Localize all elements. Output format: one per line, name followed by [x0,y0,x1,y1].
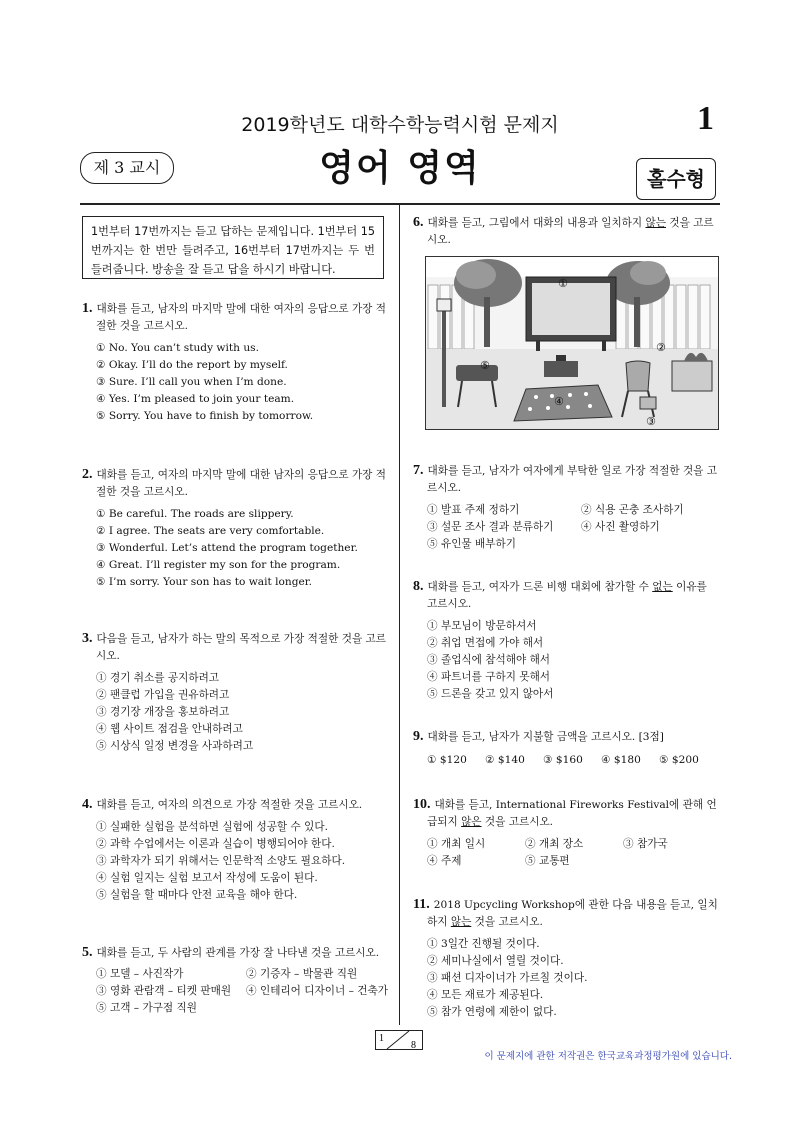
question-5 [82,944,392,1017]
question-stem: 대화를 듣고, 두 사람의 관계를 가장 잘 나타낸 것을 고르시오. [96,947,380,959]
total-pages: 8 [411,1040,416,1050]
question-stem: 대화를 듣고, International Fireworks Festival에 관해 언급되지 [427,799,717,828]
underlined-word: 않는 [645,217,666,229]
question-1 [82,300,387,425]
choice-4[interactable]: ④ 인테리어 디자이너 – 건축가 [246,985,388,997]
question-stem: 대화를 듣고, 그림에서 대화의 내용과 일치하지 [427,217,646,229]
choice-2[interactable]: ② 팬클럽 가입을 권유하려고 [96,689,230,701]
choice-5[interactable]: ⑤ 교통편 [525,855,570,867]
choice-1[interactable]: ① 부모님이 방문하셔서 [427,620,537,632]
choice-1[interactable]: ① 경기 취소를 공지하려고 [96,672,220,684]
choice-5[interactable]: ⑤ $200 [659,754,699,766]
question-stem: 대화를 듣고, 여자의 마지막 말에 대한 남자의 응답으로 가장 적절한 것을 고르시오. [96,469,387,498]
question-stem-end: 것을 고르시오. [471,916,543,928]
choice-3[interactable]: ③ 졸업식에 참석해야 해서 [427,654,551,666]
period-badge: 제 3 교시 [80,152,174,184]
question-stem: 다음을 듣고, 남자가 하는 말의 목적으로 가장 적절한 것을 고르시오. [96,633,387,662]
choice-4[interactable]: ④ 파트너를 구하지 못해서 [427,671,551,683]
header-divider [80,203,720,205]
marker-4: ④ [554,395,564,408]
question-stem-end: 것을 고르시오. [481,816,554,828]
choice-5[interactable]: ⑤ 실험을 할 때마다 안전 교육을 해야 한다. [96,889,298,901]
choice-1[interactable]: ① 모델 – 사진작가 [96,968,184,980]
choice-3[interactable]: ③ 패션 디자이너가 가르칠 것이다. [427,972,588,984]
subject-title: 영어 영역 [319,148,481,189]
exam-type-badge: 홀수형 [636,158,716,200]
underlined-word: 없는 [652,581,673,593]
choice-2[interactable]: ② 취업 면접에 가야 해서 [427,637,544,649]
choice-2[interactable]: ② 과학 수업에서는 이론과 실습이 병행되어야 한다. [96,838,335,850]
choice-2[interactable]: ② I agree. The seats are very comfortable. [96,525,325,537]
choice-2[interactable]: ② Okay. I’ll do the report by myself. [96,359,288,371]
question-11 [413,896,718,1021]
question-2 [82,466,387,591]
question-7 [413,462,718,553]
question-number: 10. [413,797,431,812]
outdoor-movie-illustration [425,256,719,430]
question-stem-end: 것을 고르시오. [427,217,714,246]
marker-2: ② [656,341,666,354]
choice-5[interactable]: ⑤ 드론을 갖고 있지 않아서 [427,688,554,700]
choice-3[interactable]: ③ Sure. I’ll call you when I’m done. [96,376,287,388]
page-fraction-box [375,1030,423,1050]
page-fraction [375,1030,423,1050]
listening-notice: 1번부터 17번까지는 듣고 답하는 문제입니다. 1번부터 15번까지는 한 번만 들려주고, 16번부터 17번까지는 두 번 들려줍니다. 방송을 잘 듣고 답을 하시기 바랍니다. [82,216,384,279]
choice-3[interactable]: ③ $160 [543,754,583,766]
question-number: 1. [82,301,93,316]
choice-3[interactable]: ③ 과학자가 되기 위해서는 인문학적 소양도 필요하다. [96,855,346,867]
choice-3[interactable]: ③ Wonderful. Let’s attend the program together. [96,542,358,554]
choice-4[interactable]: ④ 사진 촬영하기 [581,521,660,533]
question-number: 4. [82,797,93,812]
underlined-word: 않은 [461,816,482,828]
choice-5[interactable]: ⑤ 유인물 배부하기 [427,538,516,550]
choice-1[interactable]: ① 발표 주제 정하기 [427,504,520,516]
choice-4[interactable]: ④ Yes. I’m pleased to join your team. [96,393,295,405]
question-number: 2. [82,467,93,482]
choice-2[interactable]: ② 기증자 – 박물관 직원 [246,968,358,980]
choice-4[interactable]: ④ 모든 재료가 제공된다. [427,989,544,1001]
question-stem: 대화를 듣고, 여자의 의견으로 가장 적절한 것을 고르시오. [96,799,363,811]
choice-4[interactable]: ④ $180 [601,754,641,766]
choice-4[interactable]: ④ 실험 일지는 실험 보고서 작성에 도움이 된다. [96,872,318,884]
question-3 [82,630,387,755]
marker-5: ⑤ [480,359,490,372]
choice-4[interactable]: ④ 주제 [427,855,462,867]
question-stem-end: 이유를 고르시오. [427,581,707,610]
column-divider [399,205,400,1025]
choice-1[interactable]: ① 개최 일시 [427,838,486,850]
choice-5[interactable]: ⑤ I’m sorry. Your son has to wait longer. [96,576,313,588]
current-page: 1 [379,1033,384,1044]
question-stem: 대화를 듣고, 남자가 지불할 금액을 고르시오. [3점] [427,731,664,743]
question-stem: 대화를 듣고, 남자의 마지막 말에 대한 여자의 응답으로 가장 적절한 것을 고르시오. [96,303,387,332]
question-number: 9. [413,729,424,744]
scene-drawing [426,257,718,429]
exam-title: 2019학년도 대학수학능력시험 문제지 [241,114,559,136]
question-10 [413,796,718,870]
choice-1[interactable]: ① $120 [427,754,467,766]
question-6 [413,214,718,249]
choice-3[interactable]: ③ 설문 조사 결과 분류하기 [427,521,554,533]
page-number: 1 [697,100,714,137]
underlined-word: 않는 [450,916,472,928]
choice-2[interactable]: ② $140 [485,754,525,766]
choice-5[interactable]: ⑤ 시상식 일정 변경을 사과하려고 [96,740,254,752]
choice-3[interactable]: ③ 영화 관람객 – 티켓 판매원 [96,985,232,997]
question-number: 6. [413,215,424,230]
question-number: 8. [413,579,424,594]
marker-1: ① [558,277,568,290]
question-number: 3. [82,631,93,646]
choice-4[interactable]: ④ Great. I’ll register my son for the program. [96,559,341,571]
choice-1[interactable]: ① Be careful. The roads are slippery. [96,508,294,520]
question-stem: 2018 Upcycling Workshop에 관한 다음 내용을 듣고, 일치하지 [427,899,718,928]
marker-3: ③ [646,415,656,428]
question-4 [82,796,387,904]
question-stem: 대화를 듣고, 여자가 드론 비행 대회에 참가할 수 [427,581,653,593]
question-stem: 대화를 듣고, 남자가 여자에게 부탁한 일로 가장 적절한 것을 고르시오. [427,465,718,494]
choice-5[interactable]: ⑤ 고객 – 가구점 직원 [96,1002,197,1014]
choice-5[interactable]: ⑤ Sorry. You have to finish by tomorrow. [96,410,314,422]
question-number: 5. [82,945,93,960]
question-number: 7. [413,463,424,478]
choice-1[interactable]: ① 실패한 실험을 분석하면 실험에 성공할 수 있다. [96,821,328,833]
question-9 [413,728,718,769]
choice-3[interactable]: ③ 참가국 [623,838,668,850]
choice-2[interactable]: ② 식용 곤충 조사하기 [581,504,684,516]
choice-4[interactable]: ④ 웹 사이트 점검을 안내하려고 [96,723,243,735]
question-8 [413,578,718,703]
choice-3[interactable]: ③ 경기장 개장을 홍보하려고 [96,706,230,718]
choice-5[interactable]: ⑤ 참가 연령에 제한이 없다. [427,1006,557,1018]
choice-2[interactable]: ② 개최 장소 [525,838,584,850]
question-number: 11. [413,897,430,912]
choice-2[interactable]: ② 세미나실에서 열릴 것이다. [427,955,564,967]
copyright-notice: 이 문제지에 관한 저작권은 한국교육과정평가원에 있습니다. [484,1051,732,1062]
choice-1[interactable]: ① 3일간 진행될 것이다. [427,938,540,950]
choice-1[interactable]: ① No. You can’t study with us. [96,342,259,354]
